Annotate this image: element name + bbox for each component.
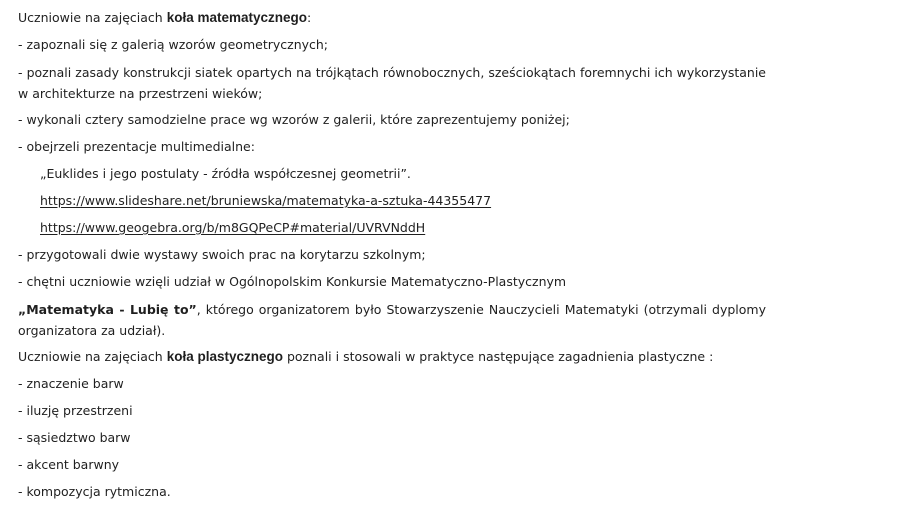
link-row-slideshare [18, 191, 766, 218]
math-item-works: - wykonali cztery samodzielne prace wg wzorów z galerii, które zaprezentujemy poniżej; [18, 112, 570, 127]
presentation-title: „Euklides i jego postulaty - źródła współczesnej geometrii”. [40, 166, 411, 181]
art-intro-prefix: Uczniowie na zajęciach [18, 349, 167, 364]
art-item-space-illusion: - iluzję przestrzeni [18, 403, 133, 418]
math-intro-suffix: : [307, 10, 312, 25]
geogebra-link[interactable]: https://www.geogebra.org/b/m8GQPeCP#material/UVRVNddH [40, 220, 426, 235]
contest-name: „Matematyka - Lubię to” [18, 302, 197, 317]
math-item-presentations: - obejrzeli prezentacje multimedialne: [18, 139, 255, 154]
slideshare-link[interactable]: https://www.slideshare.net/bruniewska/matematyka-a-sztuka-44355477 [40, 193, 492, 208]
math-club-name: koła matematycznego [166, 10, 308, 25]
math-item-exhibitions: - przygotowali dwie wystawy swoich prac na korytarzu szkolnym; [18, 247, 426, 262]
article-body [18, 8, 766, 509]
math-item-contest: - chętni uczniowie wzięli udział w Ogólnopolskim Konkursie Matematyczno-Plastycznym [18, 274, 567, 289]
math-item-grids: - poznali zasady konstrukcji siatek opartych na trójkątach równobocznych, sześciokątach foremnychi ich wykorzystanie w architekturze na przestrzeni wieków; [18, 65, 766, 101]
contest-description [18, 299, 766, 341]
math-intro-prefix: Uczniowie na zajęciach [18, 10, 167, 25]
math-item-gallery: - zapoznali się z galerią wzorów geometrycznych; [18, 37, 329, 52]
math-club-intro [18, 8, 766, 35]
art-club-name: koła plastycznego [166, 349, 283, 364]
art-item-color-adjacency: - sąsiedztwo barw [18, 430, 131, 445]
art-item-colors-meaning: - znaczenie barw [18, 376, 124, 391]
art-club-intro [18, 347, 766, 374]
art-item-color-accent: - akcent barwny [18, 457, 120, 472]
art-item-rhythmic-composition: - kompozycja rytmiczna. [18, 484, 171, 499]
art-intro-suffix: poznali i stosowali w praktyce następujące zagadnienia plastyczne : [283, 349, 714, 364]
contest-details: , którego organizatorem było Stowarzyszenie Nauczycieli Matematyki (otrzymali dyplomy organizatora za udział). [18, 302, 766, 338]
link-row-geogebra [18, 218, 766, 245]
